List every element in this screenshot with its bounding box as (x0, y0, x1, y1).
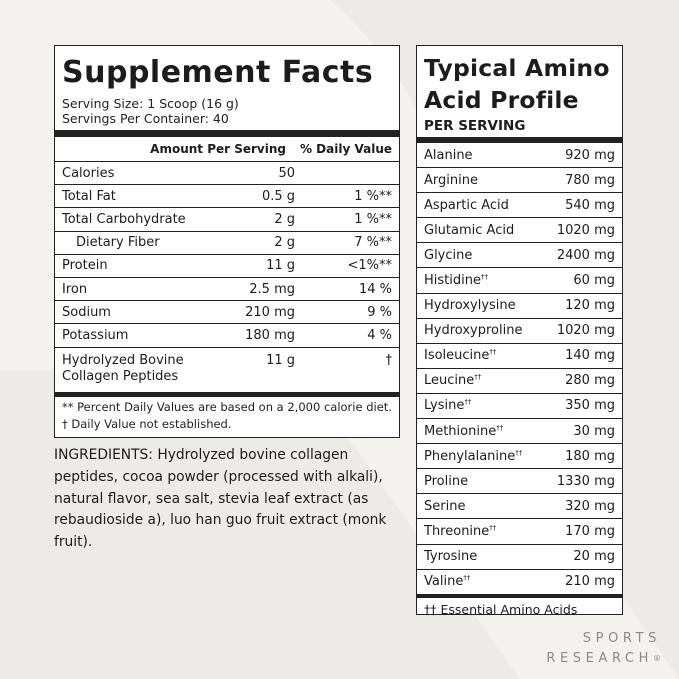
amino-name (424, 348, 565, 363)
amino-row (417, 168, 622, 193)
amino-row (417, 545, 622, 570)
thick-divider (55, 130, 399, 137)
nutrient-name: Iron (62, 281, 88, 297)
registered-mark: ® (653, 654, 661, 663)
amino-name-text: Alanine (424, 147, 473, 163)
amino-name (424, 173, 565, 188)
amino-name (424, 398, 565, 413)
amino-value: 540 mg (565, 197, 615, 213)
nutrient-amount: 2.5 mg (249, 281, 295, 297)
per-serving-label: PER SERVING (424, 118, 526, 134)
serving-size: Serving Size: 1 Scoop (16 g) (62, 96, 239, 111)
amino-value: 780 mg (565, 172, 615, 188)
amino-name (424, 499, 565, 514)
amount-header: Amount Per Serving (150, 142, 286, 156)
nutrient-name: Sodium (62, 304, 111, 320)
amino-value: 20 mg (573, 549, 615, 565)
amino-row (417, 268, 622, 293)
amino-name (424, 323, 557, 338)
nutrient-daily-value: 4 % (367, 327, 392, 343)
facts-footnotes (62, 397, 392, 433)
essential-mark: †† (489, 523, 497, 532)
nutrient-amount: 11 g (266, 352, 295, 368)
amino-name-text: Lysine (424, 398, 465, 414)
nutrient-daily-value: † (385, 352, 392, 368)
amino-name-text: Hydroxylysine (424, 298, 516, 314)
brand-line1: SPORTS (582, 631, 661, 646)
amino-row (417, 193, 622, 218)
amino-name (424, 574, 565, 589)
footnote-not-established: † Daily Value not established. (62, 416, 232, 431)
amino-row (417, 143, 622, 168)
amino-name (424, 373, 565, 388)
facts-rows (62, 162, 392, 392)
amino-name-text: Valine (424, 574, 464, 590)
amino-row (417, 319, 622, 344)
amino-title-line1: Typical Amino (424, 54, 610, 82)
amino-row (417, 218, 622, 243)
amino-value: 60 mg (573, 273, 615, 289)
facts-row (55, 185, 399, 208)
ingredients-list: Hydrolyzed bovine collagen peptides, cocoa powder (processed with alkali), natural flavor, sea salt, stevia leaf extract (as rebaudioside a), luo han guo fruit extract (monk fruit). (54, 447, 387, 551)
ingredients-label: INGREDIENTS: (54, 447, 153, 463)
amino-value: 920 mg (565, 147, 615, 163)
amino-name-text: Isoleucine (424, 348, 490, 364)
nutrient-amount: 180 mg (245, 327, 295, 343)
nutrient-amount: 2 g (274, 235, 295, 251)
amino-value: 1020 mg (556, 222, 615, 238)
servings-per-container: Servings Per Container: 40 (62, 111, 229, 126)
footnote-daily-values: ** Percent Daily Values are based on a 2,000 calorie diet. (62, 399, 392, 414)
amino-name-text: Aspartic Acid (424, 197, 509, 213)
essential-mark: †† (480, 273, 488, 282)
nutrient-name: Protein (62, 258, 108, 274)
amino-name (424, 273, 573, 288)
amino-name (424, 298, 565, 313)
amino-row (417, 469, 622, 494)
amino-value: 120 mg (565, 298, 615, 314)
nutrient-daily-value: 1 %** (354, 211, 392, 227)
amino-name (424, 524, 565, 539)
essential-amino-footnote: †† Essential Amino Acids (424, 601, 578, 617)
amino-name (424, 549, 573, 564)
nutrient-name: Total Carbohydrate (62, 211, 186, 227)
amino-name-text: Serine (424, 498, 466, 514)
essential-mark: †† (474, 373, 482, 382)
amino-value: 2400 mg (556, 247, 615, 263)
amino-acid-panel (416, 45, 623, 615)
nutrient-daily-value: 14 % (358, 281, 392, 297)
nutrient-name-line2: Collagen Peptides (62, 368, 179, 384)
amino-rows (424, 143, 615, 595)
amino-name (424, 424, 573, 439)
amino-row (417, 294, 622, 319)
nutrient-daily-value: 7 %** (354, 235, 392, 251)
amino-row (417, 369, 622, 394)
amino-name-text: Leucine (424, 373, 475, 389)
facts-row (55, 162, 399, 185)
amino-name (424, 474, 557, 489)
amino-value: 180 mg (565, 448, 615, 464)
amino-row (417, 519, 622, 544)
amino-name-text: Glycine (424, 247, 473, 263)
amino-value: 210 mg (565, 574, 615, 590)
supplement-facts-panel (54, 45, 400, 438)
amino-row (417, 570, 622, 595)
amino-row (417, 344, 622, 369)
nutrient-name: Calories (62, 165, 115, 181)
amino-name (424, 148, 565, 163)
amino-value: 140 mg (565, 348, 615, 364)
nutrient-daily-value: <1%** (347, 258, 392, 274)
amino-value: 1020 mg (556, 323, 615, 339)
amino-row (417, 243, 622, 268)
amino-row (417, 444, 622, 469)
facts-row (55, 278, 399, 301)
nutrient-amount: 50 (278, 165, 295, 181)
amino-name-text: Tyrosine (424, 549, 478, 565)
amino-name-text: Phenylalanine (424, 448, 516, 464)
essential-mark: †† (489, 348, 497, 357)
nutrient-name: Total Fat (62, 188, 116, 204)
amino-value: 280 mg (565, 373, 615, 389)
supplement-facts-title: Supplement Facts (62, 55, 374, 90)
amino-name (424, 248, 557, 263)
nutrient-daily-value: 1 %** (354, 188, 392, 204)
facts-row (55, 208, 399, 231)
essential-mark: †† (496, 423, 504, 432)
nutrient-amount: 0.5 g (261, 188, 295, 204)
amino-name-text: Proline (424, 473, 469, 489)
amino-title-line2: Acid Profile (424, 86, 579, 114)
essential-mark: †† (463, 574, 471, 583)
facts-row (55, 324, 399, 347)
amino-row (417, 394, 622, 419)
amino-name (424, 449, 565, 464)
essential-mark: †† (515, 448, 523, 457)
brand-logo (521, 629, 661, 669)
nutrient-name: Dietary Fiber (76, 235, 160, 251)
amino-name (424, 198, 565, 213)
amino-value: 1330 mg (556, 473, 615, 489)
amino-name-text: Methionine (424, 423, 497, 439)
amino-name-text: Histidine (424, 273, 481, 289)
facts-row (55, 301, 399, 324)
nutrient-name (62, 353, 205, 385)
amino-row (417, 494, 622, 519)
facts-table-header (55, 137, 399, 162)
facts-row (55, 232, 399, 255)
amino-name-text: Hydroxyproline (424, 323, 523, 339)
amino-name-text: Threonine (424, 523, 490, 539)
amino-panel-title (424, 46, 615, 116)
amino-value: 350 mg (565, 398, 615, 414)
facts-row (55, 255, 399, 278)
daily-value-header: % Daily Value (299, 142, 392, 156)
amino-name (424, 223, 557, 238)
ingredients-text (54, 445, 399, 554)
amino-row (417, 419, 622, 444)
facts-row (55, 348, 399, 392)
amino-value: 170 mg (565, 523, 615, 539)
nutrient-amount: 11 g (266, 258, 295, 274)
nutrient-amount: 210 mg (245, 304, 295, 320)
nutrient-name: Potassium (62, 327, 129, 343)
nutrient-daily-value: 9 % (367, 304, 392, 320)
nutrient-amount: 2 g (274, 211, 295, 227)
amino-value: 30 mg (573, 423, 615, 439)
essential-mark: †† (464, 398, 472, 407)
brand-line2: RESEARCH (546, 651, 653, 666)
amino-value: 320 mg (565, 498, 615, 514)
amino-name-text: Glutamic Acid (424, 222, 515, 238)
amino-name-text: Arginine (424, 172, 478, 188)
nutrient-name-line1: Hydrolyzed Bovine (62, 352, 184, 368)
